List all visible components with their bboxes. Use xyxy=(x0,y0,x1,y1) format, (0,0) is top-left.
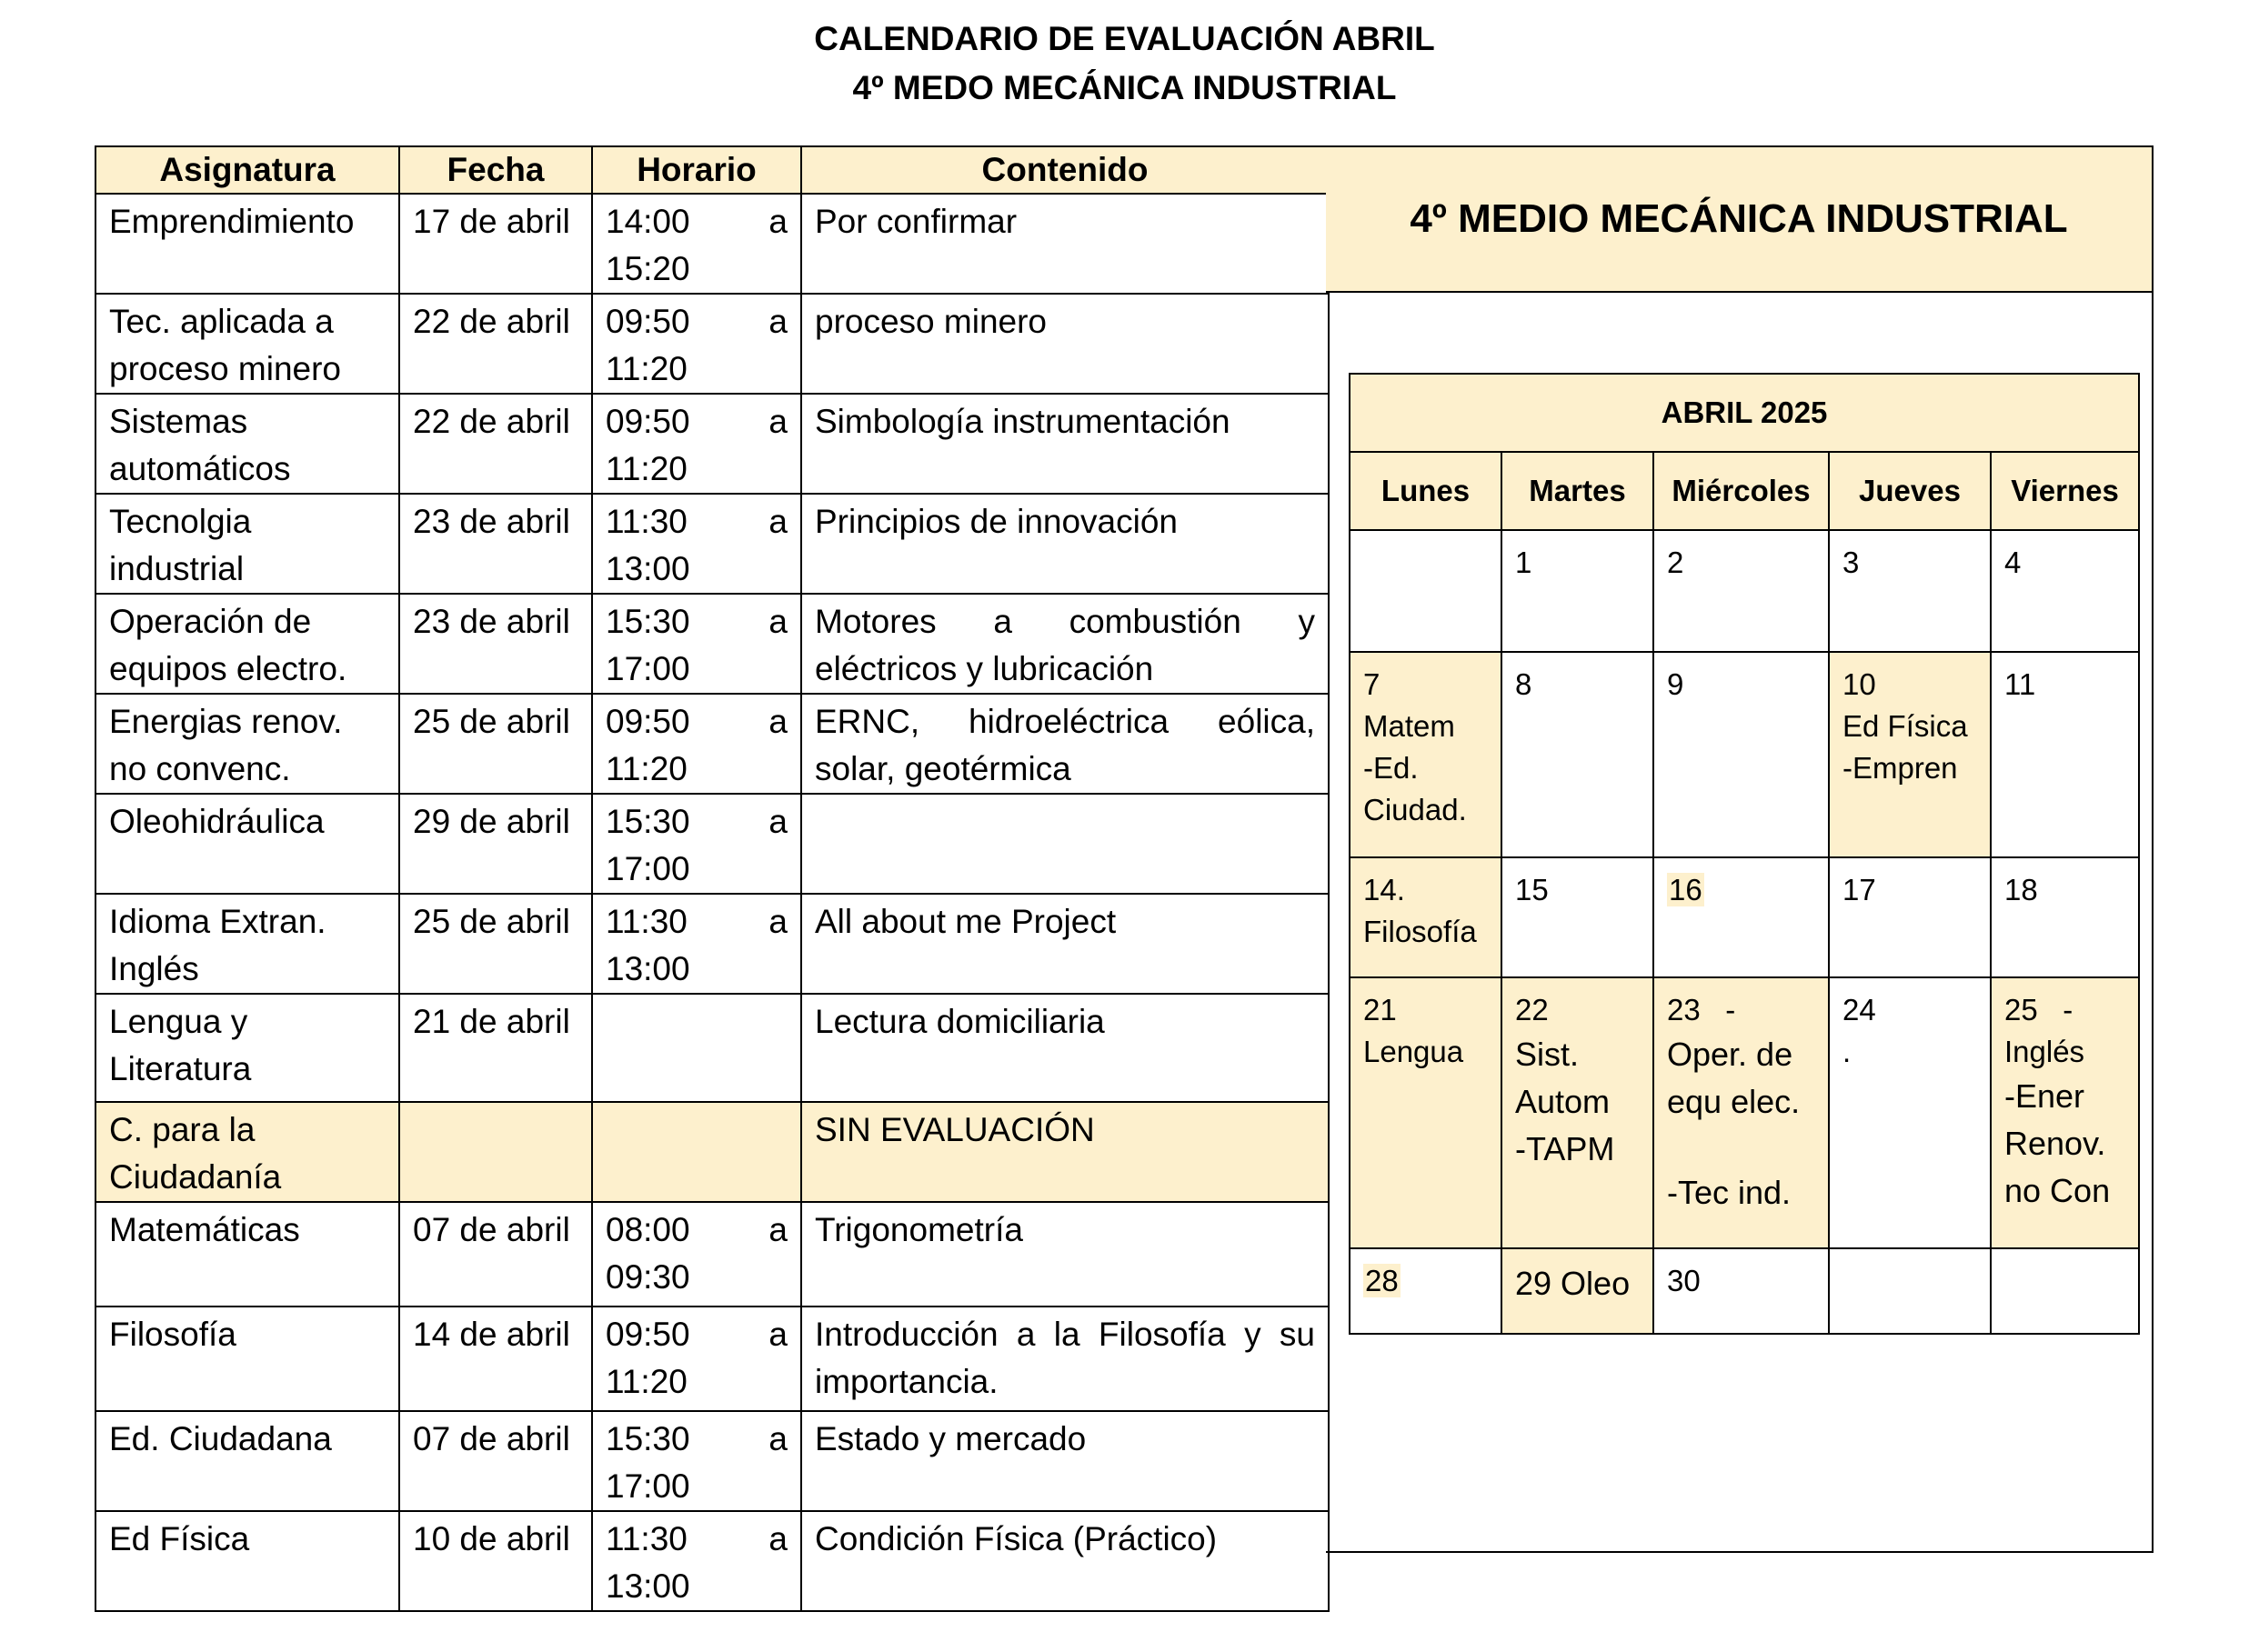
cell-fecha: 17 de abril xyxy=(399,194,592,294)
end-time: 13:00 xyxy=(606,550,690,587)
cell-fecha: 23 de abril xyxy=(399,494,592,594)
table-row xyxy=(95,194,1329,294)
table-row xyxy=(95,1307,1329,1411)
cell-asignatura: Ed. Ciudadana xyxy=(95,1411,399,1511)
calendar-cell: 8 xyxy=(1501,652,1653,857)
calendar-cell xyxy=(1991,1248,2139,1334)
end-time: 09:30 xyxy=(606,1258,690,1296)
cell-line: Renov. xyxy=(2004,1125,2106,1162)
time-separator: a xyxy=(768,803,788,840)
horario-start xyxy=(606,1206,788,1254)
calendar-cell: 11 xyxy=(1991,652,2139,857)
calendar-cell xyxy=(1653,857,1829,977)
cell-contenido: Estado y mercado xyxy=(801,1411,1329,1511)
cell-asignatura: Filosofía xyxy=(95,1307,399,1411)
end-time: 17:00 xyxy=(606,850,690,887)
end-time: 11:20 xyxy=(606,1363,688,1400)
table-row xyxy=(95,1102,1329,1202)
cell-contenido: Principios de innovación xyxy=(801,494,1329,594)
cell-line: . xyxy=(1842,1035,1852,1068)
cell-horario xyxy=(592,294,801,394)
cell-fecha: 22 de abril xyxy=(399,394,592,494)
header-horario: Horario xyxy=(592,146,801,194)
calendar-month: ABRIL 2025 xyxy=(1350,374,2139,452)
calendar-cell: 17 xyxy=(1829,857,1991,977)
cell-line: 24 xyxy=(1842,993,1876,1026)
calendar-cell xyxy=(1991,977,2139,1248)
time-separator: a xyxy=(768,303,788,340)
cell-line: 21 xyxy=(1363,993,1397,1026)
end-time: 11:20 xyxy=(606,350,688,387)
cell-fecha: 07 de abril xyxy=(399,1411,592,1511)
end-time: 15:20 xyxy=(606,250,690,287)
cell-horario xyxy=(592,1102,801,1202)
table-row xyxy=(95,894,1329,994)
calendar-cell xyxy=(1653,977,1829,1248)
document-title: CALENDARIO DE EVALUACIÓN ABRIL xyxy=(814,20,1435,57)
calendar-cell xyxy=(1350,977,1501,1248)
time-separator: a xyxy=(768,1520,788,1557)
cell-line: Oper. de xyxy=(1667,1036,1793,1073)
highlighted-day: 28 xyxy=(1365,1264,1399,1297)
cell-fecha: 10 de abril xyxy=(399,1511,592,1611)
calendar-cell: 4 xyxy=(1991,530,2139,652)
cell-contenido: Trigonometría xyxy=(801,1202,1329,1307)
end-time: 17:00 xyxy=(606,1467,690,1505)
start-time: 09:50 xyxy=(606,303,690,340)
start-time: 15:30 xyxy=(606,1420,690,1457)
cell-line: -TAPM xyxy=(1515,1130,1615,1167)
calendar-cell: 2 xyxy=(1653,530,1829,652)
horario-start xyxy=(606,298,788,345)
cell-line: Ciudad. xyxy=(1363,793,1467,826)
calendar-cell xyxy=(1501,977,1653,1248)
cell-line: Autom xyxy=(1515,1083,1611,1120)
cell-contenido: Motores a combustión y eléctricos y lubricación xyxy=(801,594,1329,694)
start-time: 11:30 xyxy=(606,1520,688,1557)
calendar-cell xyxy=(1829,1248,1991,1334)
cell-horario xyxy=(592,194,801,294)
cell-line xyxy=(1667,1126,1815,1169)
cell-contenido: proceso minero xyxy=(801,294,1329,394)
table-row xyxy=(95,294,1329,394)
evaluation-table xyxy=(95,145,1330,1612)
cell-fecha: 22 de abril xyxy=(399,294,592,394)
start-time: 09:50 xyxy=(606,403,690,440)
table-row xyxy=(95,494,1329,594)
cell-contenido: Por confirmar xyxy=(801,194,1329,294)
table-row xyxy=(95,994,1329,1102)
calendar-cell: 15 xyxy=(1501,857,1653,977)
cell-line: 29 Oleo xyxy=(1515,1265,1631,1302)
cell-contenido: Lectura domiciliaria xyxy=(801,994,1329,1102)
time-separator: a xyxy=(768,1316,788,1353)
calendar-cell: 9 xyxy=(1653,652,1829,857)
end-time: 17:00 xyxy=(606,650,690,687)
time-separator: a xyxy=(768,403,788,440)
table-row xyxy=(95,694,1329,794)
cell-contenido: Simbología instrumentación xyxy=(801,394,1329,494)
cell-line: 14. xyxy=(1363,873,1405,906)
start-time: 15:30 xyxy=(606,803,690,840)
cell-line: 23 - xyxy=(1667,993,1736,1026)
cell-line: 7 xyxy=(1363,667,1381,701)
cell-horario xyxy=(592,794,801,894)
cell-fecha: 25 de abril xyxy=(399,694,592,794)
cell-line: Sist. xyxy=(1515,1036,1580,1073)
calendar-panel-title: 4º MEDIO MECÁNICA INDUSTRIAL xyxy=(1326,147,2152,293)
cell-line: Ed Física xyxy=(1842,709,1968,743)
cell-asignatura: Operación de equipos electro. xyxy=(95,594,399,694)
cell-line: -Ener xyxy=(2004,1077,2085,1115)
horario-start xyxy=(606,898,788,946)
cell-line: -Ed. xyxy=(1363,751,1419,785)
time-separator: a xyxy=(768,1211,788,1248)
cell-fecha: 21 de abril xyxy=(399,994,592,1102)
start-time: 14:00 xyxy=(606,203,690,240)
time-separator: a xyxy=(768,703,788,740)
table-row xyxy=(95,1411,1329,1511)
cell-contenido: Condición Física (Práctico) xyxy=(801,1511,1329,1611)
horario-start xyxy=(606,698,788,746)
horario-start xyxy=(606,198,788,245)
table-row xyxy=(95,1202,1329,1307)
cell-horario xyxy=(592,1202,801,1307)
cell-line: Inglés xyxy=(2004,1035,2085,1068)
horario-start xyxy=(606,598,788,646)
cell-asignatura: Emprendimiento xyxy=(95,194,399,294)
cell-asignatura: Idioma Extran. Inglés xyxy=(95,894,399,994)
time-separator: a xyxy=(768,1420,788,1457)
calendar-cell xyxy=(1829,652,1991,857)
cell-horario xyxy=(592,694,801,794)
cell-horario xyxy=(592,1411,801,1511)
calendar-cell: 3 xyxy=(1829,530,1991,652)
cell-line: Lengua xyxy=(1363,1035,1464,1068)
cell-asignatura: Energias renov. no convenc. xyxy=(95,694,399,794)
cell-contenido: Introducción a la Filosofía y su importancia. xyxy=(801,1307,1329,1411)
cell-fecha: 29 de abril xyxy=(399,794,592,894)
cell-asignatura: C. para la Ciudadanía xyxy=(95,1102,399,1202)
cell-line: Filosofía xyxy=(1363,915,1477,948)
cell-fecha xyxy=(399,1102,592,1202)
cell-asignatura: Sistemas automáticos xyxy=(95,394,399,494)
cell-horario xyxy=(592,494,801,594)
end-time: 11:20 xyxy=(606,450,688,487)
start-time: 15:30 xyxy=(606,603,690,640)
calendar-cell xyxy=(1350,857,1501,977)
cell-line: -Empren xyxy=(1842,751,1958,785)
calendar-week-5 xyxy=(1350,1248,2139,1334)
cell-line: 25 - xyxy=(2004,993,2073,1026)
cell-horario xyxy=(592,894,801,994)
cell-contenido: ERNC, hidroeléctrica eólica, solar, geotérmica xyxy=(801,694,1329,794)
cell-asignatura: Tecnolgia industrial xyxy=(95,494,399,594)
calendar-week-1 xyxy=(1350,530,2139,652)
cell-contenido: SIN EVALUACIÓN xyxy=(801,1102,1329,1202)
april-calendar xyxy=(1349,373,2140,1335)
horario-start xyxy=(606,798,788,846)
cell-horario xyxy=(592,594,801,694)
table-row xyxy=(95,1511,1329,1611)
calendar-cell xyxy=(1350,530,1501,652)
day-header-viernes: Viernes xyxy=(1991,452,2139,530)
table-row xyxy=(95,794,1329,894)
cell-fecha: 23 de abril xyxy=(399,594,592,694)
cell-fecha: 07 de abril xyxy=(399,1202,592,1307)
time-separator: a xyxy=(768,903,788,940)
cell-fecha: 25 de abril xyxy=(399,894,592,994)
table-row xyxy=(95,594,1329,694)
cell-line: 22 xyxy=(1515,993,1549,1026)
calendar-week-3 xyxy=(1350,857,2139,977)
cell-contenido xyxy=(801,794,1329,894)
cell-fecha: 14 de abril xyxy=(399,1307,592,1411)
time-separator: a xyxy=(768,503,788,540)
calendar-cell xyxy=(1829,977,1991,1248)
calendar-cell: 1 xyxy=(1501,530,1653,652)
cell-asignatura: Oleohidráulica xyxy=(95,794,399,894)
horario-start xyxy=(606,1516,788,1563)
day-header-jueves: Jueves xyxy=(1829,452,1991,530)
day-header-miercoles: Miércoles xyxy=(1653,452,1829,530)
start-time: 11:30 xyxy=(606,903,688,940)
start-time: 08:00 xyxy=(606,1211,690,1248)
horario-start xyxy=(606,398,788,446)
table-row xyxy=(95,394,1329,494)
day-header-martes: Martes xyxy=(1501,452,1653,530)
calendar-cell: 18 xyxy=(1991,857,2139,977)
cell-horario xyxy=(592,994,801,1102)
horario-start xyxy=(606,498,788,546)
time-separator: a xyxy=(768,603,788,640)
cell-asignatura: Lengua y Literatura xyxy=(95,994,399,1102)
cell-asignatura: Tec. aplicada a proceso minero xyxy=(95,294,399,394)
end-time: 11:20 xyxy=(606,750,688,787)
cell-horario xyxy=(592,394,801,494)
calendar-cell xyxy=(1350,1248,1501,1334)
calendar-week-4 xyxy=(1350,977,2139,1248)
cell-asignatura: Matemáticas xyxy=(95,1202,399,1307)
cell-contenido: All about me Project xyxy=(801,894,1329,994)
day-header-lunes: Lunes xyxy=(1350,452,1501,530)
end-time: 13:00 xyxy=(606,950,690,987)
start-time: 09:50 xyxy=(606,703,690,740)
header-contenido: Contenido xyxy=(801,146,1329,194)
highlighted-day: 16 xyxy=(1669,873,1702,906)
horario-start xyxy=(606,1311,788,1358)
cell-asignatura: Ed Física xyxy=(95,1511,399,1611)
document-subtitle: 4º MEDO MECÁNICA INDUSTRIAL xyxy=(852,69,1397,106)
header-fecha: Fecha xyxy=(399,146,592,194)
end-time: 13:00 xyxy=(606,1567,690,1605)
calendar-cell: 30 xyxy=(1653,1248,1829,1334)
calendar-week-2 xyxy=(1350,652,2139,857)
start-time: 09:50 xyxy=(606,1316,690,1353)
time-separator: a xyxy=(768,203,788,240)
cell-line: 10 xyxy=(1842,667,1876,701)
cell-line: -Tec ind. xyxy=(1667,1174,1792,1211)
cell-line: no Con xyxy=(2004,1172,2111,1209)
calendar-cell xyxy=(1501,1248,1653,1334)
cell-horario xyxy=(592,1511,801,1611)
cell-line: Matem xyxy=(1363,709,1455,743)
start-time: 11:30 xyxy=(606,503,688,540)
cell-line: equ elec. xyxy=(1667,1083,1801,1120)
header-asignatura: Asignatura xyxy=(95,146,399,194)
calendar-cell xyxy=(1350,652,1501,857)
table-header-row xyxy=(95,146,1329,194)
horario-start xyxy=(606,1416,788,1463)
cell-horario xyxy=(592,1307,801,1411)
